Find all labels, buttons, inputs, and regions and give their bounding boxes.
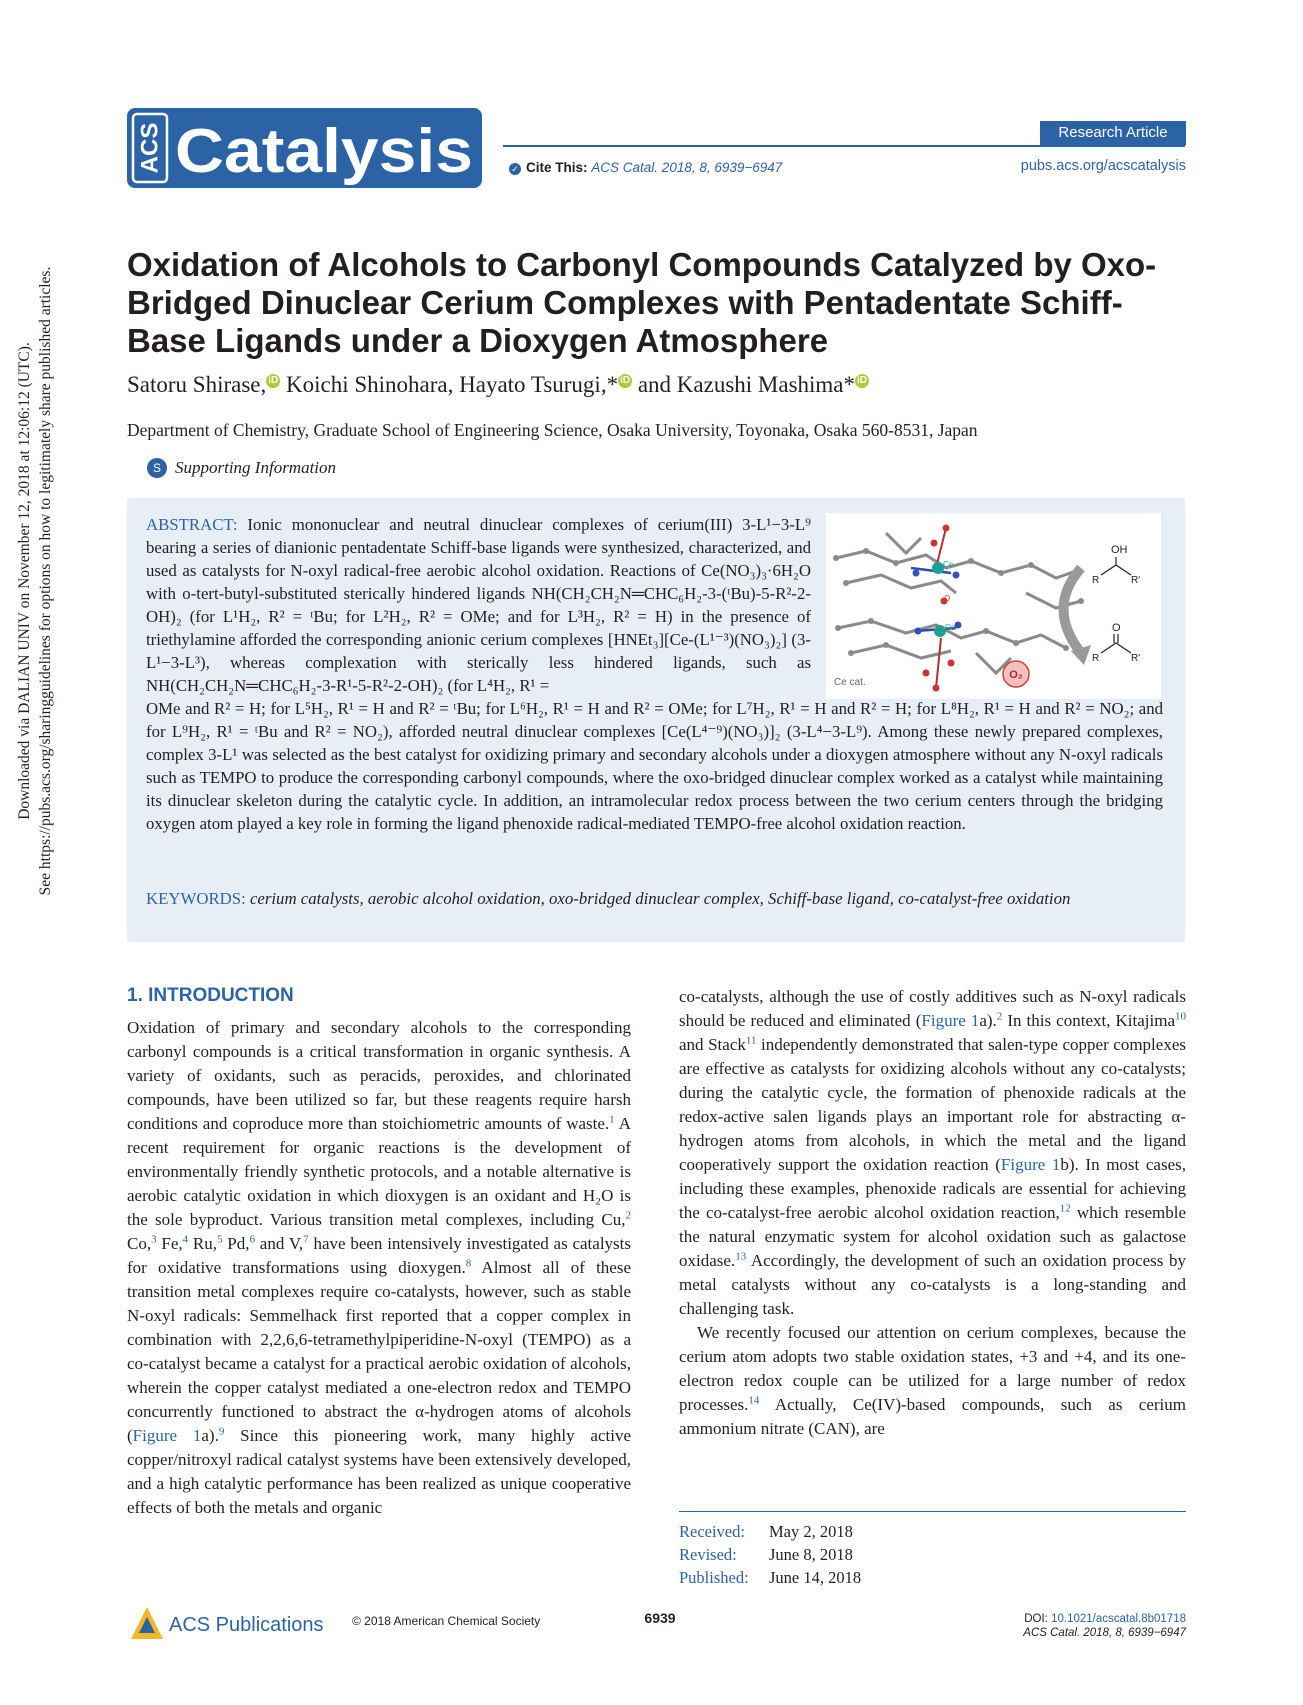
download-note xyxy=(14,6,56,1156)
citation-ref[interactable]: 2 xyxy=(625,1209,631,1222)
text-run: Ru, xyxy=(188,1234,218,1253)
doi-label: DOI: xyxy=(1024,1613,1048,1625)
text-run: have been intensively investigated as catalysts for oxidative transformations using dioxygen. xyxy=(127,1234,632,1277)
alcohol-oh-label: OH xyxy=(1111,544,1128,556)
abstract-first-block xyxy=(146,513,811,697)
text-run: Actually, Ce(IV)-based compounds, such as cerium ammonium nitrate (CAN), are xyxy=(679,1395,1186,1438)
revised-date: June 8, 2018 xyxy=(769,1545,853,1564)
citation-ref[interactable]: 10 xyxy=(1175,1010,1186,1023)
citation-ref[interactable]: 13 xyxy=(735,1250,747,1263)
citation-ref[interactable]: 4 xyxy=(182,1233,189,1246)
article-title: Oxidation of Alcohols to Carbonyl Compounds Catalyzed by Oxo-Bridged Dinuclear Cerium Complexes with Pentadentate Schiff-Base Ligands under a Dioxygen Atmosphere xyxy=(127,246,1157,359)
cite-label: Cite This: xyxy=(526,160,588,175)
text-run: We recently focused our attention on cerium complexes, because the cerium atom adopts two stable oxidation states, +3 and +4, and its one-electron redox couple can be utilized for a large number of redox processes. xyxy=(679,1323,1186,1414)
keywords-label: KEYWORDS: xyxy=(146,889,246,908)
citation-ref[interactable]: 11 xyxy=(745,1034,757,1047)
download-note-line-2: See https://pubs.acs.org/sharingguidelines for options on how to legitimately share published articles. xyxy=(37,266,54,896)
alcohol-r-label: R xyxy=(1092,575,1100,586)
cite-this xyxy=(509,160,782,175)
page-number: 6939 xyxy=(644,1610,676,1626)
text-run: a). xyxy=(979,1011,997,1030)
text-run: Fe, xyxy=(156,1234,183,1253)
orcid-icon[interactable]: iD xyxy=(857,375,868,387)
orcid-icon[interactable]: iD xyxy=(620,375,631,387)
author-3: and Kazushi Mashima* xyxy=(637,372,856,397)
left-column xyxy=(127,1016,631,1520)
published-label: Published: xyxy=(679,1568,749,1587)
author-1: Satoru Shirase, xyxy=(127,372,267,397)
text-run: In this context, Kitajima xyxy=(1002,1011,1175,1030)
text-run: Pd, xyxy=(222,1234,250,1253)
supporting-info-icon: S xyxy=(147,458,167,478)
download-note-line-1: Downloaded via DALIAN UNIV on November 12, 2018 at 12:06:12 (UTC). xyxy=(16,342,33,820)
copyright: © 2018 American Chemical Society xyxy=(352,1614,541,1628)
citation-ref[interactable]: 6 xyxy=(249,1233,256,1246)
journal-logo-name: Catalysis xyxy=(175,117,473,186)
article-history xyxy=(679,1520,861,1589)
ketone-o-label: O xyxy=(1112,622,1121,634)
citation-ref[interactable]: 8 xyxy=(465,1257,472,1270)
acs-publications-logo xyxy=(127,1603,337,1643)
cite-ref[interactable]: ACS Catal. 2018, 8, 6939−6947 xyxy=(591,160,783,175)
citation-ref[interactable]: 9 xyxy=(218,1425,225,1438)
text-run: independently demonstrated that salen-type copper complexes are effective as catalysts for oxidizing alcohols without any co-catalysts; during the catalytic cycle, the formation of phenoxide radicals at the redox-active salen ligands plays an important role for abstracting α-hydrogen atoms from alcohols, in which the metal and the ligand cooperatively support the oxidation reaction ( xyxy=(679,1035,1186,1174)
figure-link[interactable]: Figure 1 xyxy=(1000,1155,1061,1174)
citation-ref[interactable]: 1 xyxy=(609,1113,615,1126)
received-label: Received: xyxy=(679,1522,745,1541)
text-run: A recent requirement for organic reactions is the development of environmentally friendly synthetic protocols, and a notable alternative is aerobic catalytic oxidation in which dioxygen is an oxidant and H₂O is the sole byproduct. Various transition metal complexes, including Cu, xyxy=(127,1114,631,1229)
ketone-r-label: R xyxy=(1092,653,1100,664)
text-run: Oxidation of primary and secondary alcohols to the corresponding carbonyl compounds is a critical transformation in organic synthesis. A variety of oxidants, such as peracids, peroxides, and chlorinated compounds, have been utilized so far, but these reagents require harsh conditions and coproduce more than stoichiometric amounts of waste. xyxy=(127,1018,631,1133)
o2-label: O₂ xyxy=(1009,669,1023,681)
keywords xyxy=(146,887,1146,911)
oxo-atom-label: O xyxy=(944,594,951,603)
citation-ref[interactable]: 3 xyxy=(151,1233,157,1246)
abstract-text-first: Ionic mononuclear and neutral dinuclear complexes of cerium(III) 3-L¹−3-L⁹ bearing a series of dianionic pentadentate Schiff-base ligands were synthesized, characterized, and used as catalysts for N-oxyl radical-free aerobic alcohol oxidation. Reactions of Ce(NO₃)₃·6H₂O with o-tert-butyl-substituted sterically hindered ligands NH(CH₂CH₂N═CHC₆H₂-3-(ᵗBu)-5-R²-2-OH)₂ (for L¹H₂, R² = ᵗBu; for L²H₂, R² = OMe; and for L³H₂, R² = H) in the presence of triethylamine afforded the corresponding anionic cerium complexes [HNEt₃][Ce-(L¹⁻³)(NO₃)₂] (3-L¹−3-L³), whereas complexation with sterically less hindered ligands, such as NH(CH₂CH₂N═CHC₆H₂-3-R¹-5-R²-2-OH)₂ (for L⁴H₂, R¹ = xyxy=(146,515,811,695)
article-type-badge: Research Article xyxy=(1040,121,1186,145)
check-icon: ✓ xyxy=(509,163,521,175)
ketone-rp-label: R' xyxy=(1131,653,1141,664)
author-list xyxy=(127,372,869,398)
received-date: May 2, 2018 xyxy=(769,1522,853,1541)
alcohol-rp-label: R' xyxy=(1131,575,1141,586)
footer-cite: ACS Catal. 2018, 8, 6939−6947 xyxy=(1023,1627,1186,1639)
affiliation: Department of Chemistry, Graduate School of Engineering Science, Osaka University, Toyonaka, Osaka 560-8531, Japan xyxy=(127,420,978,440)
history-rule xyxy=(679,1511,1186,1512)
text-run: a). xyxy=(201,1426,219,1445)
figure-link[interactable]: Figure 1 xyxy=(132,1426,202,1445)
paragraph xyxy=(679,985,1186,1321)
citation-ref[interactable]: 5 xyxy=(217,1233,223,1246)
revised-label: Revised: xyxy=(679,1545,737,1564)
orcid-icon[interactable]: iD xyxy=(268,375,279,387)
abstract-text-rest: OMe and R² = H; for L⁵H₂, R¹ = H and R² = ᵗBu; for L⁶H₂, R¹ = H and R² = OMe; for L⁷H₂, R¹ = H and R² = H; for L⁸H₂, R¹ = H and R² = NO₂; and for L⁹H₂, R¹ = ᵗBu and R² = NO₂), afforded neutral dinuclear complexes [Ce(L⁴⁻⁹)(NO₃)]₂ (3-L⁴−3-L⁹). Among these newly prepared complexes, complex 3-L¹ was selected as the best catalyst for oxidizing primary and secondary alcohols under a dioxygen atmosphere without any N-oxyl radicals such as TEMPO to produce the corresponding carbonyl compounds, where the oxo-bridged dinuclear complex worked as a catalyst while maintaining its dinuclear skeleton during the catalytic cycle. In addition, an intramolecular redox process between the two cerium centers through the bridging oxygen atom played a key role in forming the ligand phenoxide radical-mediated TEMPO-free alcohol oxidation reaction. xyxy=(146,699,1163,833)
journal-logo xyxy=(127,108,482,188)
publisher-name: ACS Publications xyxy=(169,1614,324,1636)
header-rule xyxy=(503,145,1185,147)
citation-ref[interactable]: 14 xyxy=(748,1394,760,1407)
doi-block xyxy=(900,1612,1186,1640)
text-run: Almost all of these transition metal complexes require co-catalysts, however, such as stable N-oxyl radicals: Semmelhack first reported that a copper complex in combination with 2,2,6,6-tetramethylpiperidine-N-oxyl (TEMPO) as a co-catalyst became a catalyst for a practical aerobic oxidation of alcohols, wherein the copper catalyst mediated a one-electron redox and TEMPO concurrently functioned to abstract the α-hydrogen atoms of alcohols ( xyxy=(127,1258,631,1445)
keywords-text: cerium catalysts, aerobic alcohol oxidation, oxo-bridged dinuclear complex, Schiff-base ligand, co-catalyst-free oxidation xyxy=(249,889,1071,908)
citation-ref[interactable]: 2 xyxy=(996,1010,1003,1023)
published-date: June 14, 2018 xyxy=(769,1568,862,1587)
text-run: Since this pioneering work, many highly active copper/nitroxyl radical catalyst systems have been extensively developed, and a high catalytic performance has been realized as unique cooperative effects of both the metals and organic xyxy=(127,1426,632,1517)
catalyst-label: Ce cat. xyxy=(834,677,866,688)
text-run: and Stack xyxy=(679,1035,746,1054)
doi-link[interactable]: 10.1021/acscatal.8b01718 xyxy=(1051,1613,1186,1625)
text-run: Co, xyxy=(127,1234,152,1253)
author-2: Koichi Shinohara, Hayato Tsurugi,* xyxy=(286,372,619,397)
journal-url[interactable]: pubs.acs.org/acscatalysis xyxy=(1020,158,1186,174)
text-run: co-catalysts, although the use of costly additives such as N-oxyl radicals should be reduced and eliminated ( xyxy=(679,987,1186,1030)
toc-graphic xyxy=(826,513,1161,699)
ce-atom-label-2: Ce xyxy=(945,623,956,632)
supporting-info-label: Supporting Information xyxy=(175,458,337,477)
section-heading: 1. INTRODUCTION xyxy=(127,985,294,1006)
text-run: which resemble the natural enzymatic system for alcohol oxidation such as galactose oxidase. xyxy=(679,1203,1186,1270)
paragraph xyxy=(679,1321,1186,1441)
ce-atom-label-1: Ce xyxy=(943,560,954,569)
citation-ref[interactable]: 12 xyxy=(1059,1202,1071,1215)
text-run: b). In most cases, including these examples, phenoxide radicals are essential for achieving the co-catalyst-free aerobic alcohol oxidation reaction, xyxy=(679,1155,1186,1222)
citation-ref[interactable]: 7 xyxy=(303,1233,309,1246)
text-run: Accordingly, the development of such an oxidation process by metal catalysts without any co-catalysts is a long-standing and challenging task. xyxy=(679,1251,1186,1318)
supporting-info-link[interactable] xyxy=(147,458,336,478)
right-column xyxy=(679,985,1186,1441)
journal-logo-acs: ACS xyxy=(136,122,164,174)
figure-link[interactable]: Figure 1 xyxy=(921,1011,980,1030)
text-run: and V, xyxy=(255,1234,304,1253)
abstract-label: ABSTRACT: xyxy=(146,515,238,534)
